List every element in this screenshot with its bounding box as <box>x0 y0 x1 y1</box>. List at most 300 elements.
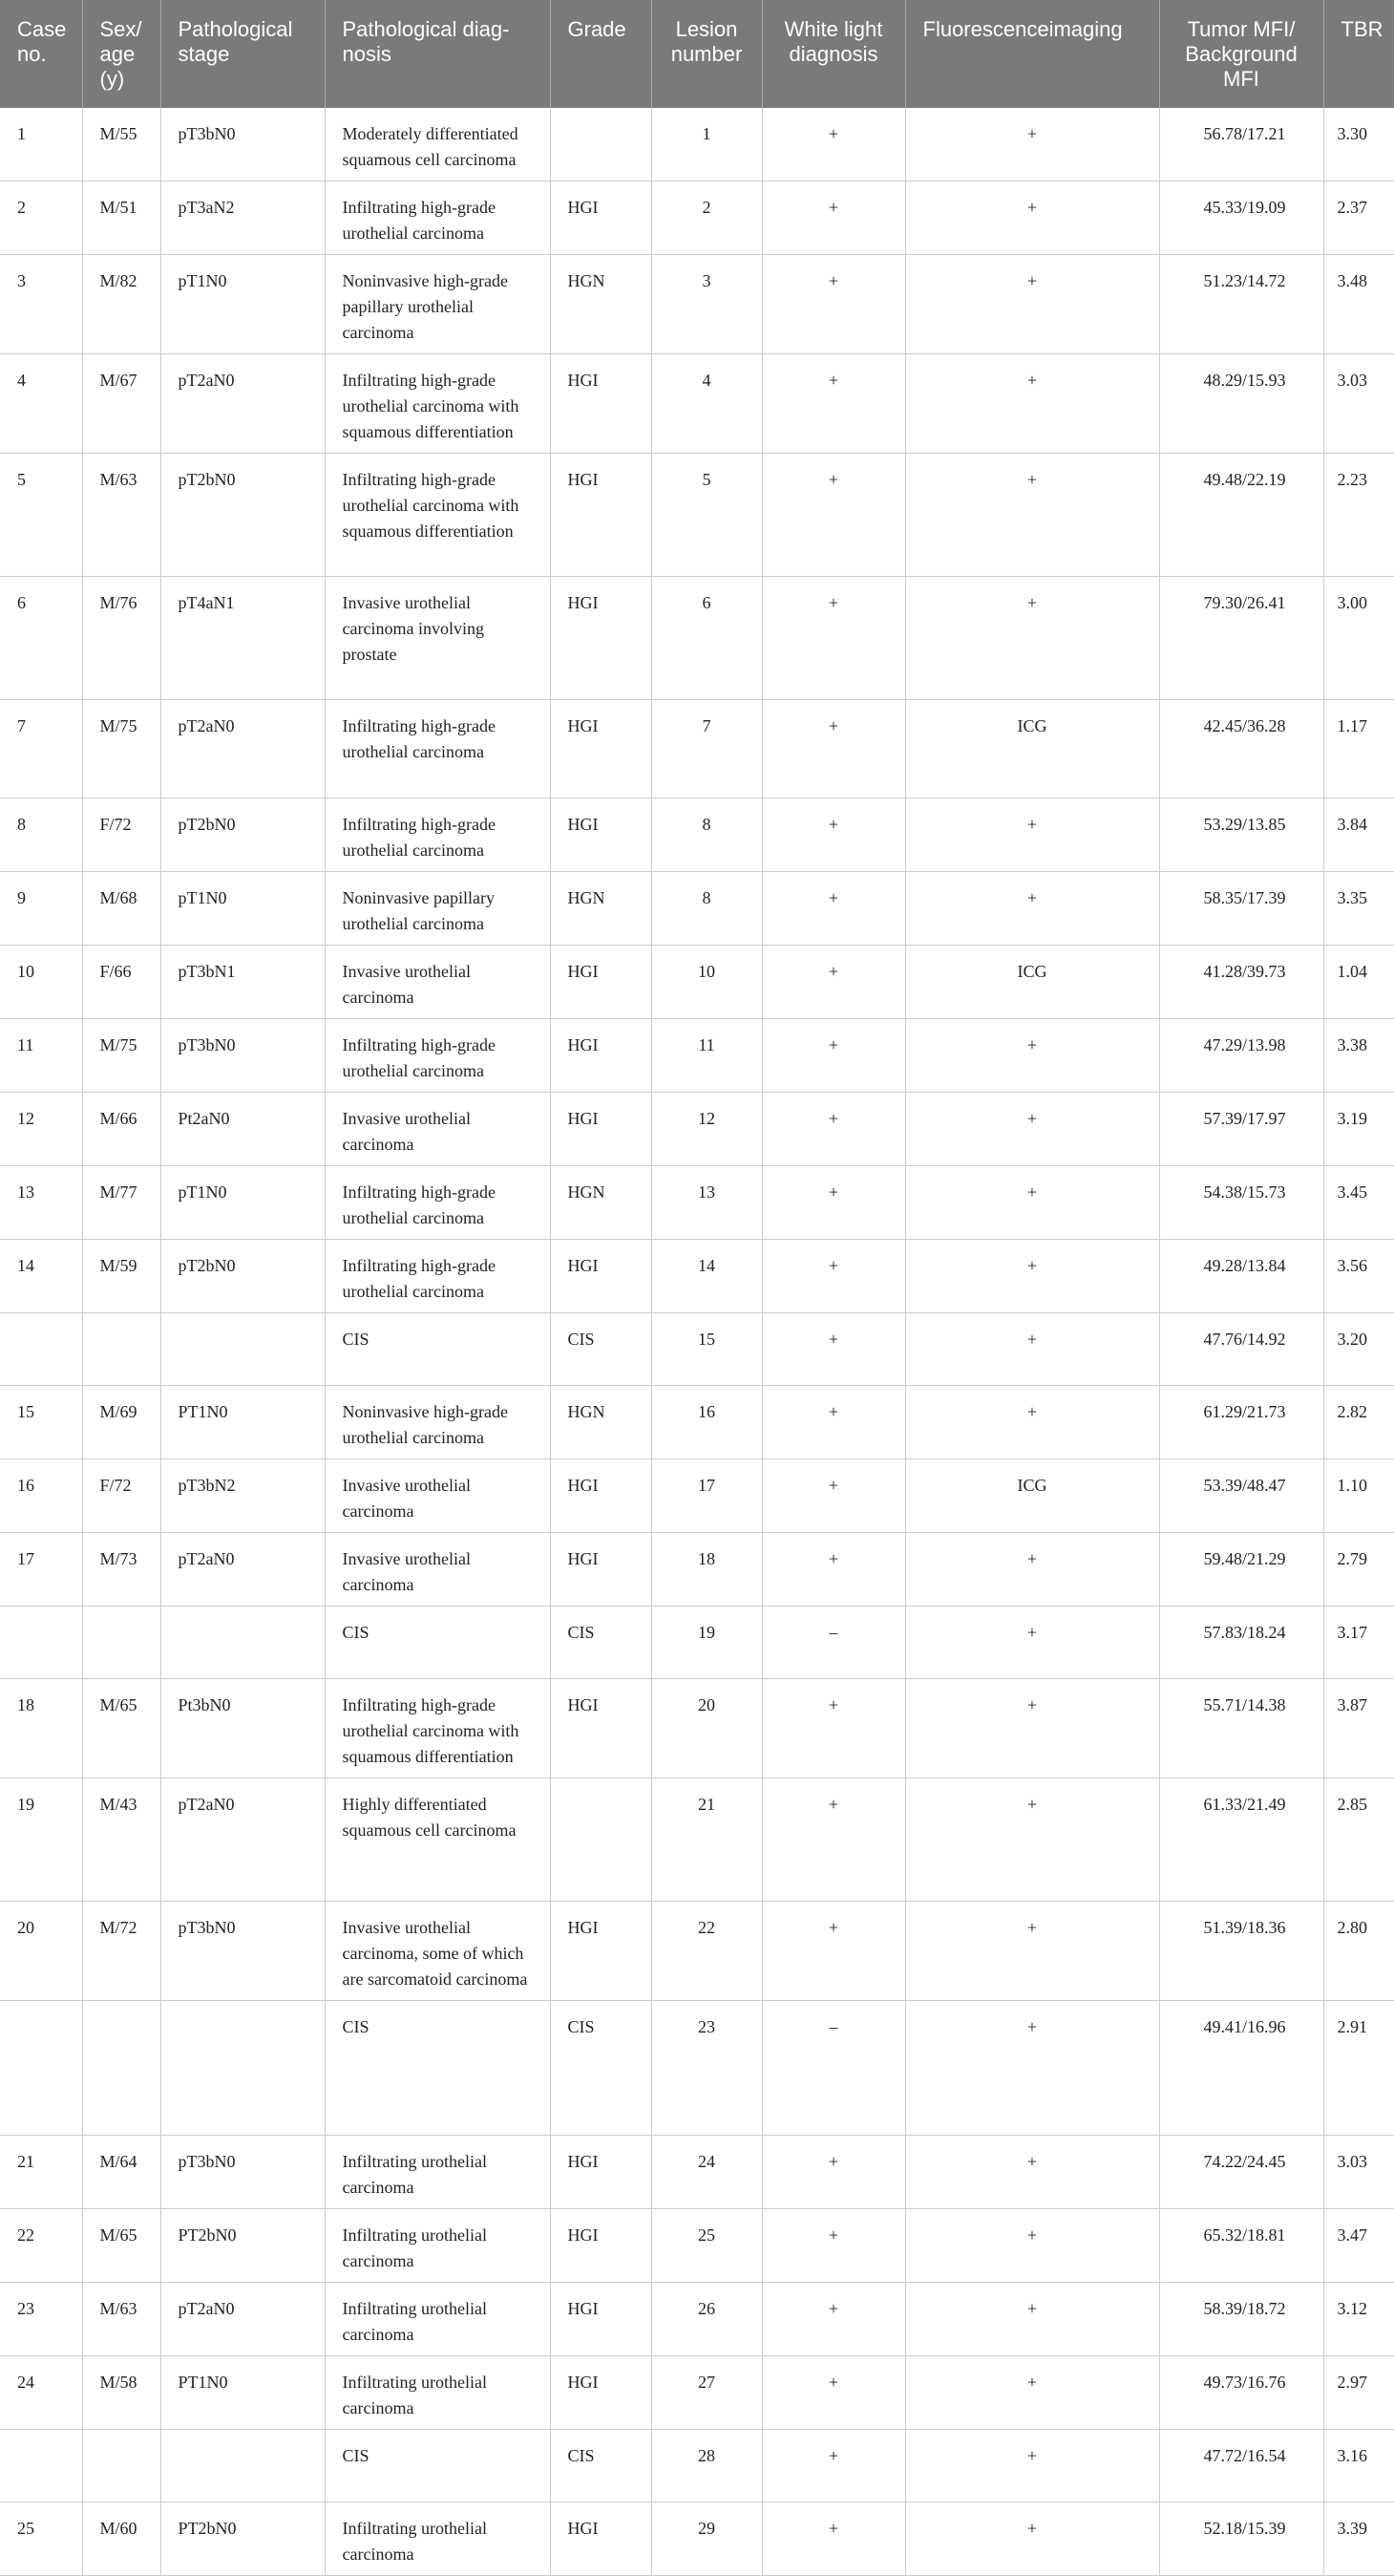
cell-white-light-diagnosis: + <box>762 454 905 577</box>
cell-sex-age: M/43 <box>82 1778 160 1902</box>
cell-lesion-number: 7 <box>651 700 762 798</box>
cell-lesion-number: 15 <box>651 1313 762 1386</box>
cell-sex-age: M/66 <box>82 1093 160 1166</box>
cell-case-no: 5 <box>0 454 82 577</box>
table-row <box>0 1902 1394 2001</box>
cell-sex-age: M/58 <box>82 2356 160 2430</box>
cell-tbr: 1.04 <box>1323 946 1394 1019</box>
cell-pathological-stage: pT2aN0 <box>160 1778 325 1902</box>
cell-case-no: 25 <box>0 2502 82 2576</box>
cell-tumor-background-mfi: 55.71/14.38 <box>1159 1679 1323 1778</box>
table-row <box>0 798 1394 872</box>
cell-grade <box>550 108 651 181</box>
cell-white-light-diagnosis: + <box>762 255 905 354</box>
cell-fluorescence-imaging: + <box>905 2001 1159 2136</box>
cell-grade: HGI <box>550 354 651 454</box>
cell-white-light-diagnosis: + <box>762 2283 905 2356</box>
cell-lesion-number: 23 <box>651 2001 762 2136</box>
cell-pathological-diagnosis: Noninvasive high-grade urothelial carcinoma <box>325 1386 550 1459</box>
cell-white-light-diagnosis: + <box>762 872 905 946</box>
cell-lesion-number: 14 <box>651 1240 762 1313</box>
cell-tbr: 3.45 <box>1323 1166 1394 1240</box>
cell-grade: HGI <box>550 2283 651 2356</box>
cell-pathological-diagnosis: Invasive urothelial carcinoma <box>325 946 550 1019</box>
cell-fluorescence-imaging: + <box>905 354 1159 454</box>
cell-grade: HGN <box>550 1166 651 1240</box>
cell-pathological-stage <box>160 1607 325 1679</box>
cell-pathological-diagnosis: Infiltrating urothelial carcinoma <box>325 2283 550 2356</box>
cell-tumor-background-mfi: 51.39/18.36 <box>1159 1902 1323 2001</box>
cell-lesion-number: 10 <box>651 946 762 1019</box>
cell-tumor-background-mfi: 58.39/18.72 <box>1159 2283 1323 2356</box>
cell-pathological-diagnosis: Invasive urothelial carcinoma <box>325 1533 550 1607</box>
cell-fluorescence-imaging: + <box>905 1607 1159 1679</box>
cell-grade: CIS <box>550 2430 651 2502</box>
cell-pathological-diagnosis: CIS <box>325 2430 550 2502</box>
cell-white-light-diagnosis: + <box>762 1313 905 1386</box>
cell-tbr: 3.30 <box>1323 108 1394 181</box>
cell-tumor-background-mfi: 74.22/24.45 <box>1159 2136 1323 2209</box>
cell-lesion-number: 5 <box>651 454 762 577</box>
cell-pathological-diagnosis: CIS <box>325 1607 550 1679</box>
table-row <box>0 700 1394 798</box>
cell-fluorescence-imaging: + <box>905 2209 1159 2283</box>
cell-white-light-diagnosis: + <box>762 1093 905 1166</box>
cell-case-no <box>0 1313 82 1386</box>
table-row <box>0 1386 1394 1459</box>
cell-pathological-diagnosis: Infiltrating high-grade urothelial carcinoma <box>325 798 550 872</box>
cell-white-light-diagnosis: + <box>762 577 905 700</box>
cell-lesion-number: 18 <box>651 1533 762 1607</box>
cell-white-light-diagnosis: + <box>762 2430 905 2502</box>
table-row <box>0 2136 1394 2209</box>
table-row <box>0 1019 1394 1093</box>
cell-sex-age: M/67 <box>82 354 160 454</box>
cell-pathological-diagnosis: Noninvasive papillary urothelial carcinoma <box>325 872 550 946</box>
cell-pathological-stage: PT1N0 <box>160 2356 325 2430</box>
cell-pathological-stage: pT2bN0 <box>160 1240 325 1313</box>
cell-fluorescence-imaging: + <box>905 181 1159 255</box>
cell-white-light-diagnosis: + <box>762 1902 905 2001</box>
cell-lesion-number: 13 <box>651 1166 762 1240</box>
cell-sex-age: M/63 <box>82 454 160 577</box>
cell-tumor-background-mfi: 54.38/15.73 <box>1159 1166 1323 1240</box>
cell-grade: HGI <box>550 1459 651 1533</box>
cell-white-light-diagnosis: + <box>762 1533 905 1607</box>
table-header <box>0 0 1394 108</box>
cell-fluorescence-imaging: + <box>905 1166 1159 1240</box>
cell-tbr: 3.48 <box>1323 255 1394 354</box>
cell-case-no: 11 <box>0 1019 82 1093</box>
cell-tbr: 1.17 <box>1323 700 1394 798</box>
cell-fluorescence-imaging: + <box>905 1679 1159 1778</box>
cell-sex-age: M/72 <box>82 1902 160 2001</box>
cell-pathological-diagnosis: Infiltrating urothelial carcinoma <box>325 2209 550 2283</box>
cell-lesion-number: 27 <box>651 2356 762 2430</box>
cell-pathological-diagnosis: Invasive urothelial carcinoma involving prostate <box>325 577 550 700</box>
cell-sex-age <box>82 1313 160 1386</box>
cell-sex-age: M/77 <box>82 1166 160 1240</box>
table-row <box>0 108 1394 181</box>
cell-lesion-number: 16 <box>651 1386 762 1459</box>
header-white-light-diagnosis: White light diagnosis <box>762 0 905 108</box>
cell-sex-age: F/66 <box>82 946 160 1019</box>
cell-fluorescence-imaging: + <box>905 255 1159 354</box>
cell-tumor-background-mfi: 52.18/15.39 <box>1159 2502 1323 2576</box>
table-row <box>0 354 1394 454</box>
cell-tumor-background-mfi: 57.83/18.24 <box>1159 1607 1323 1679</box>
cell-tbr: 2.82 <box>1323 1386 1394 1459</box>
cell-sex-age <box>82 2430 160 2502</box>
cell-grade: HGI <box>550 1679 651 1778</box>
cell-tumor-background-mfi: 47.72/16.54 <box>1159 2430 1323 2502</box>
cell-fluorescence-imaging: + <box>905 1386 1159 1459</box>
table-row <box>0 2430 1394 2502</box>
cell-white-light-diagnosis: + <box>762 1679 905 1778</box>
cell-white-light-diagnosis: + <box>762 946 905 1019</box>
cell-case-no <box>0 1607 82 1679</box>
cell-tbr: 2.85 <box>1323 1778 1394 1902</box>
cell-tumor-background-mfi: 61.33/21.49 <box>1159 1778 1323 1902</box>
cell-tumor-background-mfi: 53.29/13.85 <box>1159 798 1323 872</box>
cell-pathological-stage: pT3bN0 <box>160 1019 325 1093</box>
cell-tbr: 1.10 <box>1323 1459 1394 1533</box>
cell-case-no: 13 <box>0 1166 82 1240</box>
cell-lesion-number: 8 <box>651 872 762 946</box>
cell-grade <box>550 1778 651 1902</box>
cell-sex-age: M/55 <box>82 108 160 181</box>
cell-case-no: 10 <box>0 946 82 1019</box>
cell-lesion-number: 21 <box>651 1778 762 1902</box>
cell-fluorescence-imaging: ICG <box>905 1459 1159 1533</box>
cell-grade: HGI <box>550 577 651 700</box>
cell-pathological-stage: pT3bN2 <box>160 1459 325 1533</box>
cell-sex-age: M/51 <box>82 181 160 255</box>
cell-white-light-diagnosis: + <box>762 1778 905 1902</box>
header-pathological-stage: Pathological stage <box>160 0 325 108</box>
table-row <box>0 2502 1394 2576</box>
cell-lesion-number: 19 <box>651 1607 762 1679</box>
cell-fluorescence-imaging: + <box>905 2356 1159 2430</box>
cell-case-no: 16 <box>0 1459 82 1533</box>
cell-lesion-number: 20 <box>651 1679 762 1778</box>
cell-fluorescence-imaging: ICG <box>905 946 1159 1019</box>
cell-tbr: 2.37 <box>1323 181 1394 255</box>
cell-tumor-background-mfi: 42.45/36.28 <box>1159 700 1323 798</box>
cell-pathological-stage <box>160 2001 325 2136</box>
cell-grade: HGI <box>550 181 651 255</box>
cell-pathological-stage: PT2bN0 <box>160 2209 325 2283</box>
cell-white-light-diagnosis: + <box>762 700 905 798</box>
cell-tumor-background-mfi: 65.32/18.81 <box>1159 2209 1323 2283</box>
cell-white-light-diagnosis: + <box>762 2136 905 2209</box>
cell-grade: CIS <box>550 2001 651 2136</box>
cell-pathological-diagnosis: CIS <box>325 2001 550 2136</box>
cell-grade: HGI <box>550 798 651 872</box>
cell-grade: HGI <box>550 1019 651 1093</box>
cell-white-light-diagnosis: + <box>762 2356 905 2430</box>
cell-pathological-stage: pT2bN0 <box>160 798 325 872</box>
cell-sex-age: M/68 <box>82 872 160 946</box>
cell-white-light-diagnosis: + <box>762 2209 905 2283</box>
cell-pathological-diagnosis: Moderately differentiated squamous cell carcinoma <box>325 108 550 181</box>
cell-case-no: 7 <box>0 700 82 798</box>
cell-white-light-diagnosis: – <box>762 2001 905 2136</box>
cell-pathological-diagnosis: Infiltrating urothelial carcinoma <box>325 2136 550 2209</box>
cell-pathological-stage <box>160 1313 325 1386</box>
cell-fluorescence-imaging: + <box>905 2136 1159 2209</box>
cell-case-no: 9 <box>0 872 82 946</box>
cell-case-no: 2 <box>0 181 82 255</box>
cell-white-light-diagnosis: + <box>762 354 905 454</box>
cell-sex-age: F/72 <box>82 798 160 872</box>
cell-tumor-background-mfi: 47.76/14.92 <box>1159 1313 1323 1386</box>
cell-lesion-number: 17 <box>651 1459 762 1533</box>
cell-lesion-number: 11 <box>651 1019 762 1093</box>
cell-tumor-background-mfi: 58.35/17.39 <box>1159 872 1323 946</box>
cell-pathological-diagnosis: Infiltrating high-grade urothelial carcinoma <box>325 700 550 798</box>
cell-lesion-number: 8 <box>651 798 762 872</box>
cell-tbr: 2.23 <box>1323 454 1394 577</box>
cell-fluorescence-imaging: + <box>905 577 1159 700</box>
cell-tumor-background-mfi: 53.39/48.47 <box>1159 1459 1323 1533</box>
cell-lesion-number: 2 <box>651 181 762 255</box>
cell-sex-age: F/72 <box>82 1459 160 1533</box>
cell-sex-age: M/63 <box>82 2283 160 2356</box>
cell-tbr: 3.19 <box>1323 1093 1394 1166</box>
cell-white-light-diagnosis: + <box>762 1240 905 1313</box>
cell-tbr: 3.12 <box>1323 2283 1394 2356</box>
cell-pathological-diagnosis: Infiltrating high-grade urothelial carcinoma <box>325 1019 550 1093</box>
cell-lesion-number: 24 <box>651 2136 762 2209</box>
cell-tbr: 3.56 <box>1323 1240 1394 1313</box>
cell-tbr: 3.16 <box>1323 2430 1394 2502</box>
cell-lesion-number: 26 <box>651 2283 762 2356</box>
cell-pathological-diagnosis: Infiltrating high-grade urothelial carcinoma with squamous differentiation <box>325 454 550 577</box>
cell-tbr: 3.87 <box>1323 1679 1394 1778</box>
cell-case-no: 14 <box>0 1240 82 1313</box>
header-tbr: TBR <box>1323 0 1394 108</box>
cell-fluorescence-imaging: + <box>905 2430 1159 2502</box>
cell-fluorescence-imaging: + <box>905 798 1159 872</box>
cell-fluorescence-imaging: ICG <box>905 700 1159 798</box>
cell-sex-age: M/59 <box>82 1240 160 1313</box>
cell-tumor-background-mfi: 56.78/17.21 <box>1159 108 1323 181</box>
cell-pathological-stage: Pt2aN0 <box>160 1093 325 1166</box>
cell-case-no: 22 <box>0 2209 82 2283</box>
cell-lesion-number: 22 <box>651 1902 762 2001</box>
header-tumor-background-mfi: Tumor MFI/ Background MFI <box>1159 0 1323 108</box>
cell-pathological-stage: pT3bN0 <box>160 2136 325 2209</box>
table-row <box>0 1778 1394 1902</box>
cell-case-no <box>0 2001 82 2136</box>
cell-case-no: 6 <box>0 577 82 700</box>
cell-tumor-background-mfi: 48.29/15.93 <box>1159 354 1323 454</box>
cell-tbr: 3.17 <box>1323 1607 1394 1679</box>
cell-grade: CIS <box>550 1313 651 1386</box>
cell-pathological-stage: pT3aN2 <box>160 181 325 255</box>
header-case-no: Case no. <box>0 0 82 108</box>
cell-pathological-stage: pT2aN0 <box>160 1533 325 1607</box>
cell-tumor-background-mfi: 57.39/17.97 <box>1159 1093 1323 1166</box>
cell-sex-age <box>82 1607 160 1679</box>
table-row <box>0 872 1394 946</box>
table-row <box>0 946 1394 1019</box>
table-row <box>0 454 1394 577</box>
cell-sex-age: M/75 <box>82 1019 160 1093</box>
cell-case-no: 21 <box>0 2136 82 2209</box>
cell-white-light-diagnosis: + <box>762 108 905 181</box>
cell-pathological-stage: Pt3bN0 <box>160 1679 325 1778</box>
cell-fluorescence-imaging: + <box>905 1902 1159 2001</box>
cell-fluorescence-imaging: + <box>905 1313 1159 1386</box>
cell-grade: HGI <box>550 1093 651 1166</box>
cell-tumor-background-mfi: 49.28/13.84 <box>1159 1240 1323 1313</box>
cell-tbr: 3.20 <box>1323 1313 1394 1386</box>
cell-grade: HGI <box>550 2502 651 2576</box>
cell-sex-age <box>82 2001 160 2136</box>
cell-tumor-background-mfi: 51.23/14.72 <box>1159 255 1323 354</box>
table-row <box>0 1313 1394 1386</box>
cell-case-no: 18 <box>0 1679 82 1778</box>
cell-fluorescence-imaging: + <box>905 2283 1159 2356</box>
cell-lesion-number: 12 <box>651 1093 762 1166</box>
cell-pathological-stage: pT3bN0 <box>160 1902 325 2001</box>
cell-grade: HGI <box>550 700 651 798</box>
cell-tumor-background-mfi: 59.48/21.29 <box>1159 1533 1323 1607</box>
cell-pathological-stage: pT1N0 <box>160 1166 325 1240</box>
cell-lesion-number: 25 <box>651 2209 762 2283</box>
cell-pathological-stage <box>160 2430 325 2502</box>
cell-fluorescence-imaging: + <box>905 454 1159 577</box>
cell-pathological-diagnosis: Infiltrating urothelial carcinoma <box>325 2356 550 2430</box>
cell-case-no: 8 <box>0 798 82 872</box>
table-row <box>0 2209 1394 2283</box>
cell-tumor-background-mfi: 61.29/21.73 <box>1159 1386 1323 1459</box>
cell-tumor-background-mfi: 49.73/16.76 <box>1159 2356 1323 2430</box>
cell-case-no <box>0 2430 82 2502</box>
cell-lesion-number: 4 <box>651 354 762 454</box>
cell-tbr: 3.00 <box>1323 577 1394 700</box>
table-row <box>0 2001 1394 2136</box>
table-row <box>0 2283 1394 2356</box>
cell-pathological-stage: pT1N0 <box>160 872 325 946</box>
cell-pathological-stage: pT2aN0 <box>160 2283 325 2356</box>
cell-fluorescence-imaging: + <box>905 872 1159 946</box>
cell-sex-age: M/65 <box>82 2209 160 2283</box>
cell-case-no: 12 <box>0 1093 82 1166</box>
table-row <box>0 1240 1394 1313</box>
header-grade: Grade <box>550 0 651 108</box>
cell-sex-age: M/82 <box>82 255 160 354</box>
cell-case-no: 19 <box>0 1778 82 1902</box>
table-row <box>0 1607 1394 1679</box>
cell-case-no: 3 <box>0 255 82 354</box>
cell-grade: HGI <box>550 1533 651 1607</box>
cell-fluorescence-imaging: + <box>905 2502 1159 2576</box>
cell-fluorescence-imaging: + <box>905 1019 1159 1093</box>
cell-pathological-stage: pT2aN0 <box>160 700 325 798</box>
table-body <box>0 108 1394 2576</box>
cell-tumor-background-mfi: 45.33/19.09 <box>1159 181 1323 255</box>
cell-fluorescence-imaging: + <box>905 1240 1159 1313</box>
cell-pathological-diagnosis: Infiltrating high-grade urothelial carcinoma <box>325 1166 550 1240</box>
cell-pathological-diagnosis: Invasive urothelial carcinoma <box>325 1093 550 1166</box>
cell-tbr: 2.91 <box>1323 2001 1394 2136</box>
cell-pathological-diagnosis: Infiltrating high-grade urothelial carcinoma with squamous differentiation <box>325 354 550 454</box>
cell-fluorescence-imaging: + <box>905 1533 1159 1607</box>
cell-case-no: 23 <box>0 2283 82 2356</box>
cell-grade: HGI <box>550 2356 651 2430</box>
cell-pathological-diagnosis: Highly differentiated squamous cell carcinoma <box>325 1778 550 1902</box>
header-sex-age: Sex/ age (y) <box>82 0 160 108</box>
cell-tbr: 3.47 <box>1323 2209 1394 2283</box>
table-row <box>0 1679 1394 1778</box>
cell-sex-age: M/73 <box>82 1533 160 1607</box>
cell-grade: HGN <box>550 1386 651 1459</box>
header-lesion-number: Lesion number <box>651 0 762 108</box>
cell-pathological-diagnosis: Infiltrating high-grade urothelial carcinoma <box>325 1240 550 1313</box>
header-pathological-diagnosis: Pathological diagnosis <box>325 0 550 108</box>
cell-white-light-diagnosis: + <box>762 2502 905 2576</box>
cell-pathological-diagnosis: Infiltrating urothelial carcinoma <box>325 2502 550 2576</box>
cell-white-light-diagnosis: + <box>762 1019 905 1093</box>
cell-lesion-number: 3 <box>651 255 762 354</box>
cell-tumor-background-mfi: 47.29/13.98 <box>1159 1019 1323 1093</box>
cell-fluorescence-imaging: + <box>905 108 1159 181</box>
cell-sex-age: M/60 <box>82 2502 160 2576</box>
cell-pathological-stage: pT3bN0 <box>160 108 325 181</box>
cell-case-no: 24 <box>0 2356 82 2430</box>
cell-lesion-number: 28 <box>651 2430 762 2502</box>
cell-case-no: 20 <box>0 1902 82 2001</box>
cell-pathological-stage: pT2aN0 <box>160 354 325 454</box>
cell-tbr: 3.35 <box>1323 872 1394 946</box>
cell-pathological-stage: pT3bN1 <box>160 946 325 1019</box>
cell-white-light-diagnosis: + <box>762 181 905 255</box>
cell-grade: CIS <box>550 1607 651 1679</box>
cell-pathological-diagnosis: CIS <box>325 1313 550 1386</box>
cell-grade: HGI <box>550 454 651 577</box>
cell-tbr: 3.03 <box>1323 2136 1394 2209</box>
cell-pathological-stage: PT2bN0 <box>160 2502 325 2576</box>
cell-pathological-stage: pT1N0 <box>160 255 325 354</box>
cell-pathological-diagnosis: Invasive urothelial carcinoma, some of which are sarcomatoid carcinoma <box>325 1902 550 2001</box>
cell-white-light-diagnosis: + <box>762 798 905 872</box>
cell-case-no: 15 <box>0 1386 82 1459</box>
cell-pathological-diagnosis: Infiltrating high-grade urothelial carcinoma <box>325 181 550 255</box>
table-row <box>0 577 1394 700</box>
cell-grade: HGI <box>550 1240 651 1313</box>
cell-tumor-background-mfi: 49.48/22.19 <box>1159 454 1323 577</box>
table-row <box>0 1533 1394 1607</box>
cell-white-light-diagnosis: – <box>762 1607 905 1679</box>
cell-pathological-stage: pT2bN0 <box>160 454 325 577</box>
cell-tumor-background-mfi: 41.28/39.73 <box>1159 946 1323 1019</box>
table-row <box>0 1459 1394 1533</box>
cell-case-no: 4 <box>0 354 82 454</box>
header-row <box>0 0 1394 108</box>
cell-sex-age: M/76 <box>82 577 160 700</box>
cell-sex-age: M/64 <box>82 2136 160 2209</box>
cell-sex-age: M/69 <box>82 1386 160 1459</box>
cell-tumor-background-mfi: 79.30/26.41 <box>1159 577 1323 700</box>
table-row <box>0 181 1394 255</box>
table-row <box>0 1093 1394 1166</box>
cell-tbr: 3.03 <box>1323 354 1394 454</box>
cell-white-light-diagnosis: + <box>762 1459 905 1533</box>
cell-grade: HGN <box>550 872 651 946</box>
